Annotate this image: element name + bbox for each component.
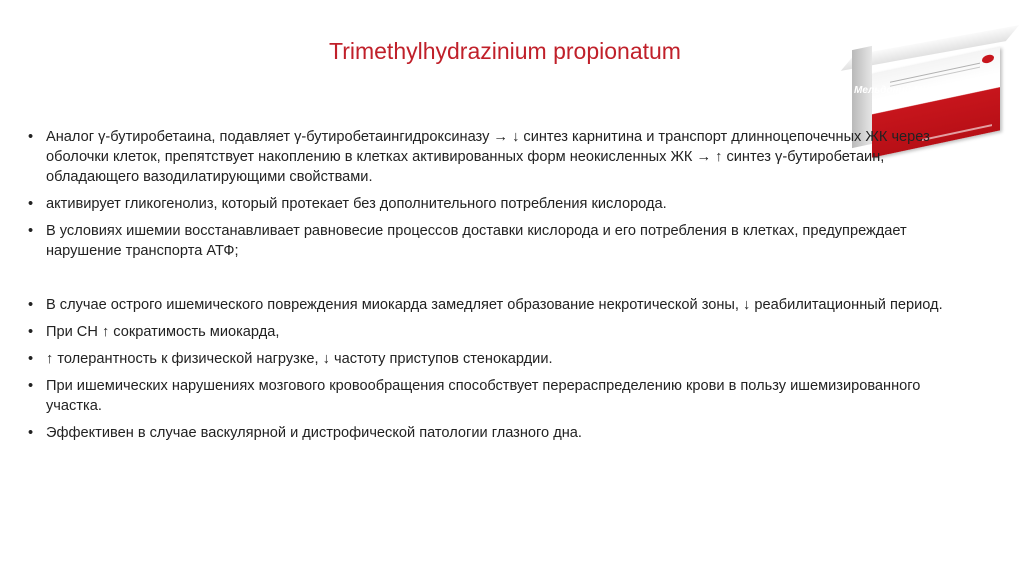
bullet-item [28, 376, 978, 416]
bullet-item [28, 349, 978, 369]
manufacturer-logo-icon [982, 54, 994, 65]
bullet-item [28, 221, 978, 261]
bullet-text: ↑ толерантность к физической нагрузке, ↓ частоту приступов стенокардии. [46, 351, 553, 367]
bullet-item [28, 194, 978, 214]
bullet-marker: • [28, 378, 34, 394]
bullet-marker: • [28, 129, 34, 145]
bullet-marker: • [28, 297, 34, 313]
bullet-text: В условиях ишемии восстанавливает равновесие процессов доставки кислорода и его потребления в клетках, предупреждает нарушение транспорта АТФ; [46, 223, 907, 259]
bullet-item [28, 127, 978, 187]
bullet-marker: • [28, 351, 34, 367]
bullet-list [28, 127, 978, 450]
bullet-text: Эффективен в случае васкулярной и дистрофической патологии глазного дна. [46, 425, 582, 441]
bullet-text: При ишемических нарушениях мозгового кровообращения способствует перераспределению крови в пользу ишемизированного участка. [46, 378, 921, 414]
bullet-marker: • [28, 324, 34, 340]
bullet-marker: • [28, 425, 34, 441]
slide-title: Trimethylhydrazinium propionatum [329, 38, 681, 64]
bullet-marker: • [28, 196, 34, 212]
bullet-text: В случае острого ишемического повреждения миокарда замедляет образование некротической зоны, ↓ реабилитационный период. [46, 297, 943, 313]
bullet-item [28, 322, 978, 342]
bullet-text: При СН ↑ сократимость миокарда, [46, 324, 280, 340]
bullet-item [28, 423, 978, 443]
box-fine-print [890, 63, 980, 87]
bullet-text: активирует гликогенолиз, который протекает без дополнительного потребления кислорода. [46, 196, 667, 212]
bullet-marker: • [28, 223, 34, 239]
bullet-item [28, 295, 978, 315]
box-brand-label: Мельдоний-МИК [854, 85, 936, 96]
bullet-text: Аналог γ-бутиробетаина, подавляет γ-бутиробетаингидроксиназу → ↓ синтез карнитина и транспорт длинноцепочечных ЖК через оболочки клеток, препятствует накоплению в клетках активированных форм неокисленных ЖК → ↑ синтез γ-бутиробетаин, обладающего вазодилатирующими свойствами. [46, 129, 930, 185]
